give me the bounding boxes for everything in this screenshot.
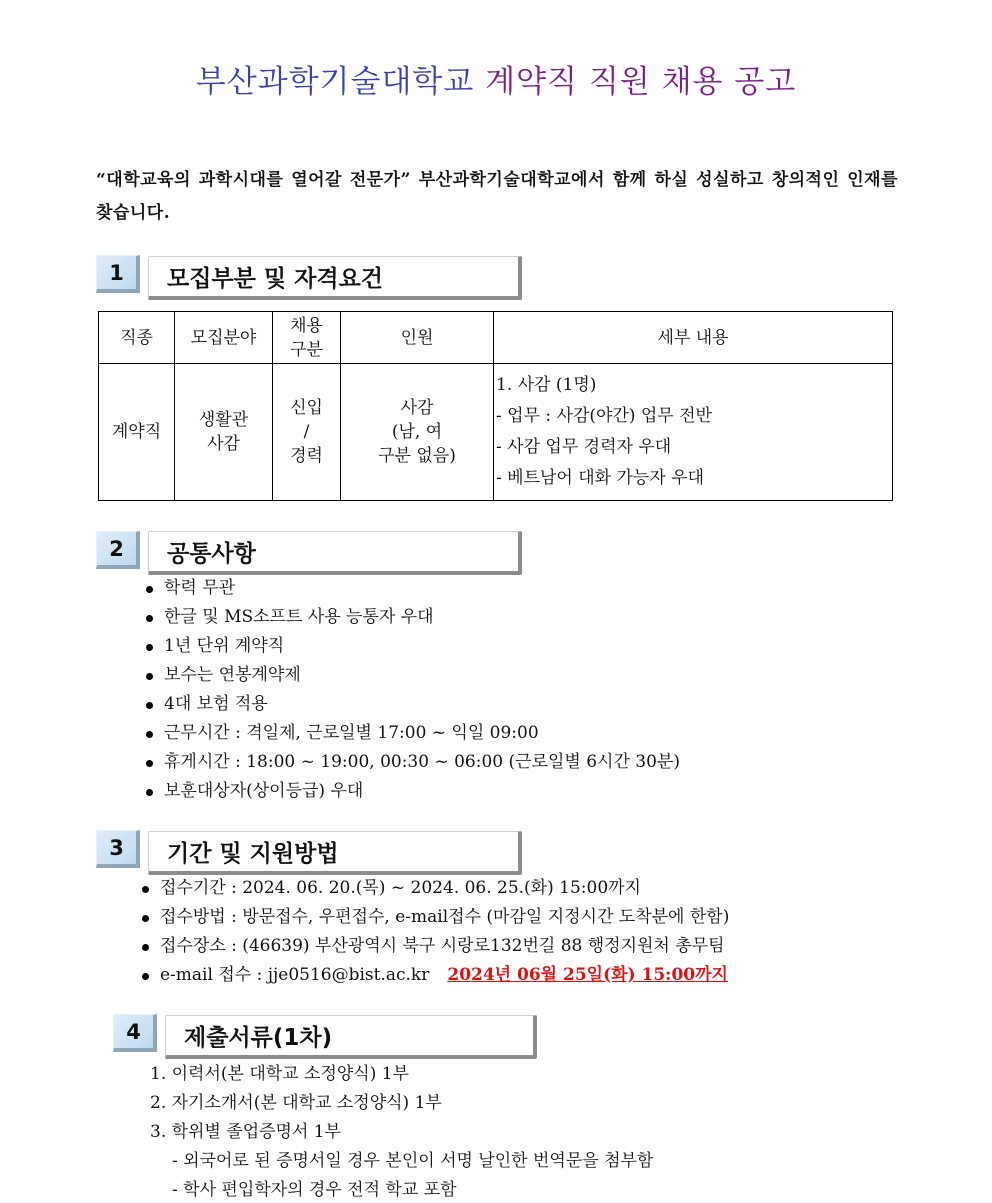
section-4-number: 4 bbox=[113, 1014, 157, 1052]
list-item: 학력 무관 bbox=[144, 574, 680, 603]
table-header-row bbox=[99, 312, 893, 364]
section-2-heading bbox=[148, 531, 522, 575]
list-item: - 외국어로 된 증명서일 경우 본인이 서명 날인한 번역문을 첨부함 bbox=[172, 1151, 654, 1171]
header-field: 모집분야 bbox=[175, 312, 273, 364]
cell-count: 사감 (남, 여 구분 없음) bbox=[341, 364, 494, 501]
common-list bbox=[144, 574, 680, 806]
section-1-number: 1 bbox=[96, 255, 140, 293]
page-title bbox=[0, 56, 992, 101]
list-item: 4대 보험 적용 bbox=[144, 690, 680, 719]
detail-line: - 업무 : 사감(야간) 업무 전반 bbox=[496, 406, 712, 426]
header-job-type: 직종 bbox=[99, 312, 175, 364]
detail-line: - 사감 업무 경력자 우대 bbox=[496, 437, 672, 457]
list-item: 2. 자기소개서(본 대학교 소정양식) 1부 bbox=[150, 1093, 442, 1113]
cell-hire-type: 신입 / 경력 bbox=[273, 364, 341, 501]
list-item: 접수장소 : (46639) 부산광역시 북구 시랑로132번길 88 행정지원처 총무팀 bbox=[140, 932, 729, 961]
list-item: 보훈대상자(상이등급) 우대 bbox=[144, 777, 680, 806]
detail-line: - 베트남어 대화 가능자 우대 bbox=[496, 468, 705, 488]
title-notice: 계약직 직원 채용 공고 bbox=[485, 64, 797, 100]
apply-list bbox=[140, 874, 729, 990]
list-item: 1년 단위 계약직 bbox=[144, 632, 680, 661]
section-1-heading bbox=[148, 256, 522, 300]
list-item bbox=[140, 961, 729, 990]
section-3-number: 3 bbox=[96, 830, 140, 868]
email-line: e-mail 접수 : jje0516@bist.ac.kr bbox=[160, 965, 430, 985]
documents-list bbox=[150, 1060, 653, 1203]
section-1-title: 모집부분 및 자격요건 bbox=[167, 266, 383, 292]
cell-details bbox=[494, 364, 893, 501]
list-item: 1. 이력서(본 대학교 소정양식) 1부 bbox=[150, 1064, 409, 1084]
section-2-number: 2 bbox=[96, 531, 140, 569]
list-item: 접수방법 : 방문접수, 우편접수, e-mail접수 (마감일 지정시간 도착분에 한함) bbox=[140, 903, 729, 932]
list-item: 3. 학위별 졸업증명서 1부 bbox=[150, 1122, 342, 1142]
list-item: 한글 및 MS소프트 사용 능통자 우대 bbox=[144, 603, 680, 632]
section-3-heading bbox=[148, 831, 522, 875]
cell-field: 생활관 사감 bbox=[175, 364, 273, 501]
cell-job-type: 계약직 bbox=[99, 364, 175, 501]
section-4-heading bbox=[165, 1015, 537, 1059]
recruitment-table bbox=[98, 311, 893, 501]
section-2-title: 공통사항 bbox=[167, 541, 256, 567]
list-item: 보수는 연봉계약제 bbox=[144, 661, 680, 690]
header-count: 인원 bbox=[341, 312, 494, 364]
intro-text: “대학교육의 과학시대를 열어갈 전문가” 부산과학기술대학교에서 함께 하실 성실하고 창의적인 인재를 찾습니다. bbox=[96, 170, 898, 223]
list-item: 근무시간 : 격일제, 근로일별 17:00 ~ 익일 09:00 bbox=[144, 719, 680, 748]
list-item: 휴게시간 : 18:00 ~ 19:00, 00:30 ~ 06:00 (근로일별 6시간 30분) bbox=[144, 748, 680, 777]
title-school: 부산과학기술대학교 bbox=[195, 64, 475, 100]
header-hire-type: 채용 구분 bbox=[273, 312, 341, 364]
section-3-title: 기간 및 지원방법 bbox=[167, 841, 339, 867]
detail-line: 1. 사감 (1명) bbox=[496, 375, 597, 395]
list-item: 접수기간 : 2024. 06. 20.(목) ~ 2024. 06. 25.(화) 15:00까지 bbox=[140, 874, 729, 903]
list-item: - 학사 편입학자의 경우 전적 학교 포함 bbox=[172, 1180, 457, 1200]
table-row bbox=[99, 364, 893, 501]
section-4-title: 제출서류(1차) bbox=[184, 1025, 333, 1051]
deadline-note: 2024년 06월 25일(화) 15:00까지 bbox=[447, 965, 728, 985]
header-details: 세부 내용 bbox=[494, 312, 893, 364]
